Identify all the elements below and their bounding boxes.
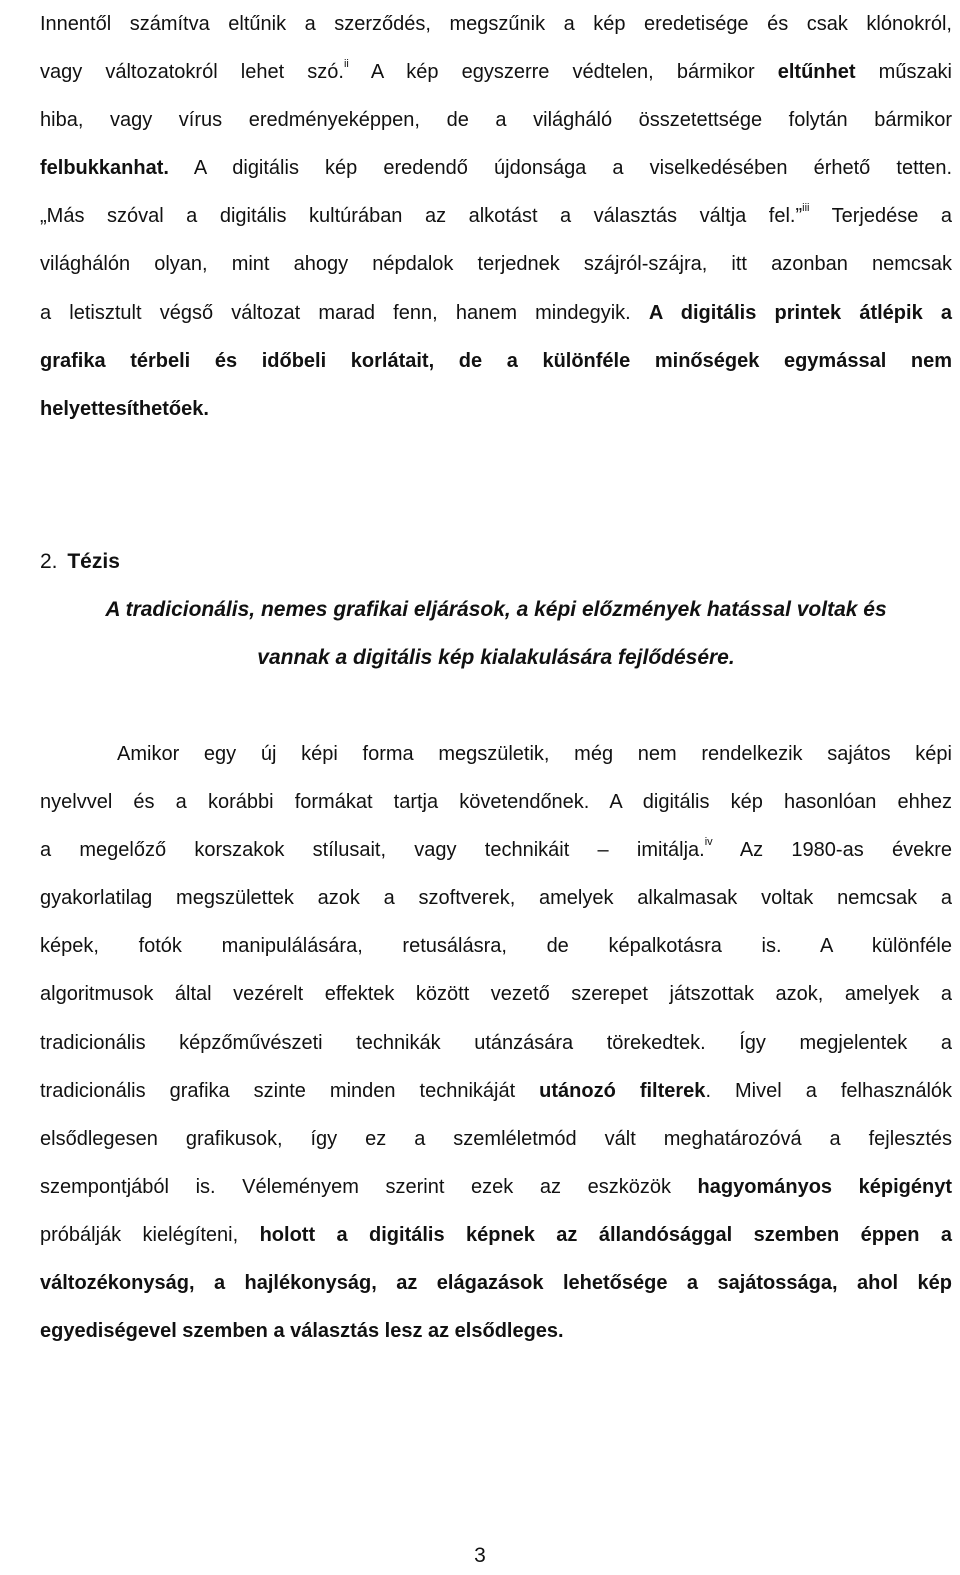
paragraph-body xyxy=(40,730,952,1355)
text-line: helyettesíthetőek. xyxy=(40,397,209,420)
thesis-number: 2. xyxy=(40,550,58,573)
thesis-heading xyxy=(40,540,120,584)
footnote-ref[interactable]: iv xyxy=(704,836,713,849)
text-line: Innentől számítva eltűnik a szerződés, megszűnik a kép eredetisége és csak klónokról, xyxy=(40,13,952,35)
text-line: hiba, vagy vírus eredményeképpen, de a világháló összetettsége folytán bármikor xyxy=(40,109,952,132)
text-line: képek, fotók manipulálására, retusálásra, de képalkotásra is. A különféle xyxy=(40,935,952,958)
text-line: felbukkanhat. A digitális kép eredendő újdonsága a viselkedésében érhető tetten. xyxy=(40,157,952,180)
text-line: egyediségevel szemben a választás lesz az elsődleges. xyxy=(40,1320,564,1343)
footnote-ref[interactable]: iii xyxy=(802,202,810,215)
text-line: a megelőző korszakok stílusait, vagy technikáit – imitálja.$^{iv}$ Az 1980-as évekre xyxy=(40,836,952,862)
text-line: Amikor egy új képi forma megszületik, még nem rendelkezik sajátos képi xyxy=(117,743,952,765)
text-line: változékonyság, a hajlékonyság, az elágazások lehetősége a sajátossága, ahol kép xyxy=(40,1272,952,1295)
paragraph-intro xyxy=(40,0,952,433)
text-line: tradicionális grafika szinte minden technikáját utánozó filterek. Mivel a felhasználók xyxy=(40,1079,953,1102)
thesis-title: Tézis xyxy=(67,550,120,573)
thesis-statement: A tradicionális, nemes grafikai eljárások, a képi előzmények hatással voltak és vannak a digitális kép kialakulására fejlődésére. xyxy=(105,598,887,669)
text-line: nyelvvel és a korábbi formákat tartja követendőnek. A digitális kép hasonlóan ehhez xyxy=(40,791,952,814)
text-line: algoritmusok által vezérelt effektek között vezető szerepet játszottak azok, amelyek a xyxy=(40,983,952,1006)
text-line: elsődlegesen grafikusok, így ez a szemléletmód vált meghatározóvá a fejlesztés xyxy=(40,1127,952,1150)
text-line: világhálón olyan, mint ahogy népdalok terjednek szájról-szájra, itt azonban nemcsak xyxy=(40,253,952,276)
text-line: „Más szóval a digitális kultúrában az alkotást a választás váltja fel.”$^{iii}$ Terjedése a xyxy=(40,202,953,228)
text-line: tradicionális képzőművészeti technikák utánzására törekedtek. Így megjelentek a xyxy=(40,1031,952,1054)
footnote-ref[interactable]: ii xyxy=(343,58,349,71)
text-line: vagy változatokról lehet szó.$^{ii}$ A kép egyszerre védtelen, bármikor eltűnhet műszaki xyxy=(40,58,953,84)
text-line: próbálják kielégíteni, holott a digitális képnek az állandósággal szemben éppen a xyxy=(40,1223,952,1246)
page-number: 3 xyxy=(474,1544,486,1567)
text-line: grafika térbeli és időbeli korlátait, de a különféle minőségek egymással nem xyxy=(40,349,952,372)
text-line: szempontjából is. Véleményem szerint ezek az eszközök hagyományos képigényt xyxy=(40,1175,952,1198)
text-line: gyakorlatilag megszülettek azok a szoftverek, amelyek alkalmasak voltak nemcsak a xyxy=(40,887,952,910)
text-line: a letisztult végső változat marad fenn, hanem mindegyik. A digitális printek átlépik a xyxy=(40,301,952,324)
